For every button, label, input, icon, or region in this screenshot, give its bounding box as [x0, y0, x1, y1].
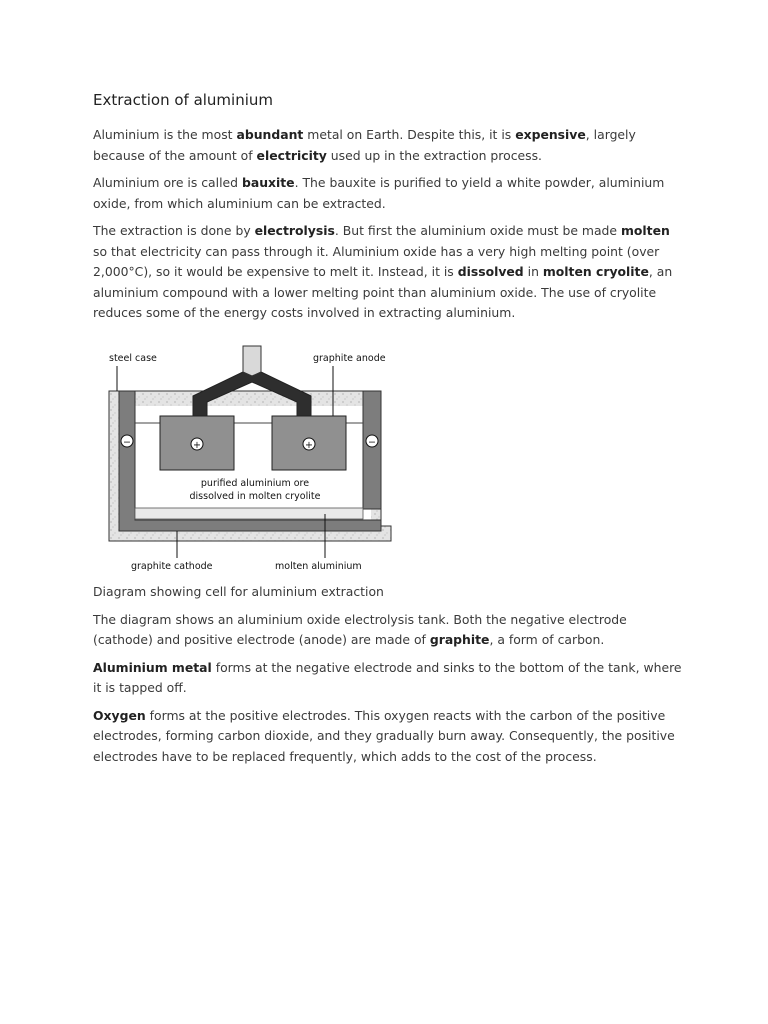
text-run: , an aluminium compound with a lower melting point than aluminium oxide. The use of cryolite reduces some of the energy costs involved in extracting aluminium. [93, 264, 673, 320]
bold-term: graphite [429, 632, 490, 647]
anode-bus-top [243, 346, 261, 376]
molten-aluminium-layer [135, 508, 363, 519]
label-ore-line1: purified aluminium ore [200, 477, 310, 489]
text-run: The extraction is done by [93, 223, 255, 238]
bold-term: electrolysis [254, 223, 335, 238]
label-ore-line2: dissolved in molten cryolite [189, 490, 321, 502]
paragraph-4 [93, 610, 683, 651]
cathode-lining-right [363, 391, 381, 509]
bold-term: bauxite [241, 175, 295, 190]
bold-term: molten [620, 223, 670, 238]
paragraph-6 [93, 706, 683, 768]
bold-term: Aluminium metal [93, 659, 212, 675]
paragraph-3 [93, 221, 683, 324]
text-run: , largely because of the amount of [93, 127, 636, 163]
text-run: . The bauxite is purified to yield a white powder, aluminium oxide, from which aluminium can be extracted. [93, 175, 665, 211]
bold-term: dissolved [457, 264, 524, 279]
article [93, 89, 683, 774]
bold-term: electricity [256, 147, 327, 163]
text-run: . But first the aluminium oxide must be made [334, 223, 621, 238]
bold-term: expensive [515, 127, 586, 142]
svg-text:−: − [368, 436, 376, 448]
diagram-caption: Diagram showing cell for aluminium extraction [93, 583, 384, 599]
page-title: Extraction of aluminium [93, 91, 274, 109]
text-run: metal on Earth. Despite this, it is [303, 127, 516, 142]
text-run: , a form of carbon. [489, 632, 605, 647]
label-molten-aluminium: molten aluminium [275, 560, 362, 572]
diagram-svg [101, 336, 401, 576]
text-run: forms at the negative electrode and sinks to the bottom of the tank, where it is tapped off. [93, 659, 682, 695]
paragraph-2 [93, 173, 683, 214]
label-graphite-cathode: graphite cathode [131, 560, 213, 572]
bold-term: Oxygen [93, 707, 146, 723]
label-steel-case: steel case [109, 352, 157, 364]
paragraph-5 [93, 658, 683, 699]
text-run: in [523, 264, 543, 279]
text-run: Aluminium ore is called [93, 175, 242, 190]
electrolysis-cell-diagram [101, 336, 401, 576]
svg-text:−: − [123, 436, 131, 448]
paragraph-1 [93, 125, 683, 166]
text-run: Aluminium is the most [93, 127, 237, 142]
text-run: used up in the extraction process. [326, 147, 542, 163]
svg-text:+: + [193, 439, 201, 451]
svg-text:+: + [305, 439, 313, 451]
label-graphite-anode: graphite anode [313, 352, 386, 364]
bold-term: molten cryolite [542, 264, 649, 279]
text-run: The diagram shows an aluminium oxide electrolysis tank. Both the negative electrode (cathode) and positive electrode (anode) are made of [93, 611, 627, 647]
bold-term: abundant [236, 127, 304, 142]
text-run: so that electricity can pass through it. Aluminium oxide has a very high melting point (over 2,000°C), so it would be expensive to melt it. Instead, it is [93, 243, 660, 279]
text-run: forms at the positive electrodes. This oxygen reacts with the carbon of the positive electrodes, forming carbon dioxide, and they gradually burn away. Consequently, the positive electrodes have to be replaced frequently, which adds to the cost of the process. [93, 707, 675, 764]
